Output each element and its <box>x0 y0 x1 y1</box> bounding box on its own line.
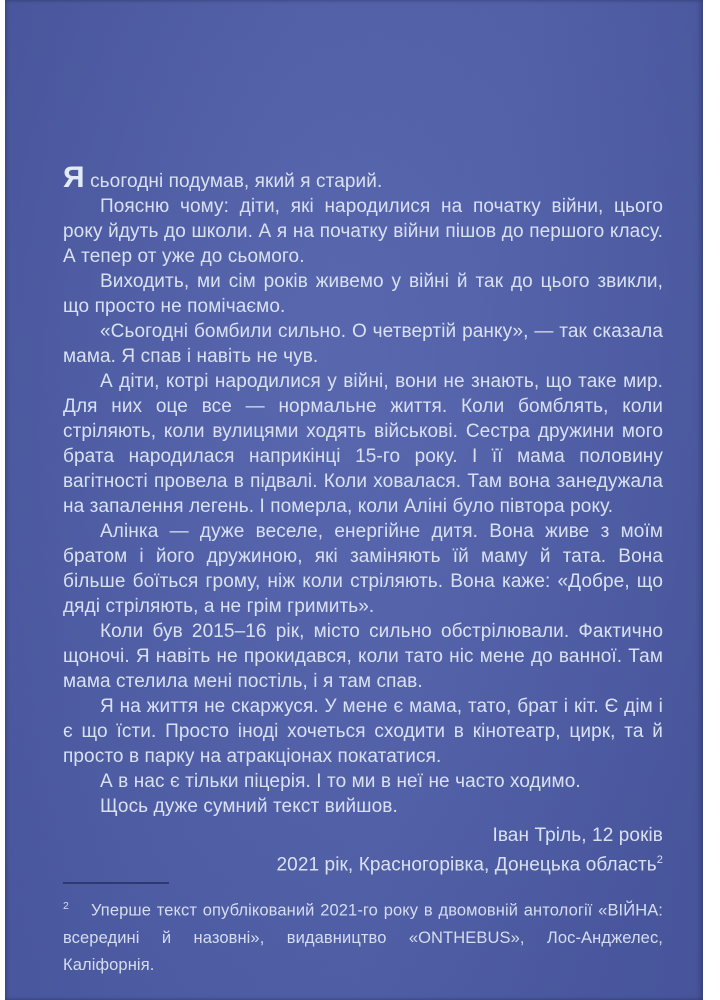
footnote-marker: 2 <box>63 900 69 912</box>
footnote <box>63 893 663 979</box>
paragraph: «Сьогодні бомбили сильно. О четвертій ранку», — так сказала мама. Я спав і навіть не чув. <box>63 321 663 367</box>
signature-place-date <box>63 848 663 877</box>
footnote-rule <box>63 882 169 884</box>
signature-footnote-reference: 2 <box>656 854 663 866</box>
opening-paragraph-text: сьогодні подумав, який я старий. <box>90 171 383 192</box>
paragraph: Щось дуже сумний текст вийшов. <box>100 796 398 817</box>
book-page <box>5 0 703 1000</box>
opening-initial-letter: Я <box>63 161 86 194</box>
paragraph: Я на життя не скаржуся. У мене є мама, тато, брат і кіт. Є дім і є що їсти. Просто іноді хочеться сходити в кінотеатр, цирк, та й просто в парку на атракціонах покататися. <box>63 696 663 767</box>
paragraph: А в нас є тільки піцерія. І то ми в неї не часто ходимо. <box>100 771 581 792</box>
signature-place-date-text: 2021 рік, Красногорівка, Донецька область <box>276 854 657 876</box>
paragraph: Алінка — дуже веселе, енергійне дитя. Вона живе з моїм братом і його дружиною, які заміняють їй маму й тата. Вона більше боїться грому, ніж коли стріляють. Вона каже: «Добре, що дяді стріляють, а не грім гримить». <box>63 521 663 617</box>
paragraph: Поясню чому: діти, які народилися на початку війни, цього року йдуть до школи. А я на початку війни пішов до першого класу. А тепер от уже до сьомого. <box>63 196 663 267</box>
body-text <box>63 161 663 877</box>
paragraph: Коли був 2015–16 рік, місто сильно обстрілювали. Фактично щоночі. Я навіть не прокидався, коли тато ніс мене до ванної. Там мама стелила мені постіль, і я там спав. <box>63 621 663 692</box>
paragraph: А діти, котрі народилися у війні, вони не знають, що таке мир. Для них оце все — нормальне життя. Коли бомблять, коли стріляють, коли вулицями ходять військові. Сестра дружини мого брата народилася наприкінці 15-го року. І її мама половину вагітності провела в підвалі. Коли ховалася. Там вона занедужала на запалення легень. І померла, коли Аліні було півтора року. <box>63 371 663 517</box>
footnote-section <box>63 882 663 979</box>
opening-paragraph <box>63 161 663 194</box>
signature-author: Іван Тріль, 12 років <box>492 825 663 846</box>
footnote-text: Уперше текст опублікований 2021-го року в двомовній антології «ВІЙНА: всередині й назовні», видавництво «ONTHEBUS», Лос-Анджелес, Каліфорнія. <box>63 901 663 974</box>
signature-block <box>63 823 663 877</box>
paragraph: Виходить, ми сім років живемо у війні й так до цього звикли, що просто не помічаємо. <box>63 271 663 317</box>
